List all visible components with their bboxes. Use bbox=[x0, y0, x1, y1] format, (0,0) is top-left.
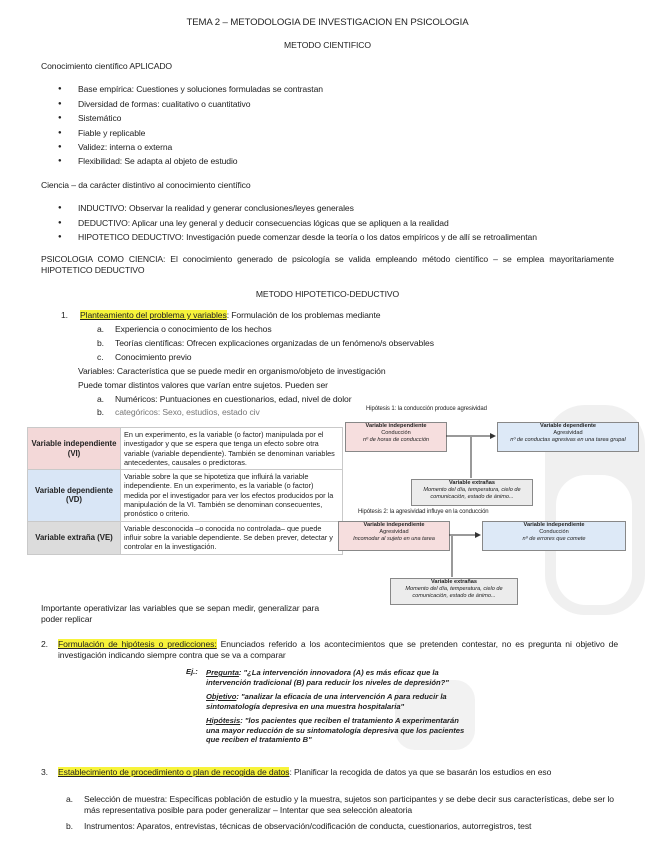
sub-item: Conocimiento previo bbox=[115, 352, 192, 362]
instruments: Instrumentos: Aparatos, entrevistas, técnicas de observación/codificación de conducta, cuestionarios, autorregistros, test bbox=[84, 821, 532, 831]
step3-number: 3. bbox=[41, 767, 48, 777]
list-item: ● INDUCTIVO: Observar la realidad y generar conclusiones/leyes generales bbox=[78, 203, 354, 214]
step3-paragraph bbox=[58, 767, 618, 778]
step2-text: Enunciados referido a los acontecimientos que se pretenden contestar, no es pregunta ni objetivo de investigación indicando siempre contra que se va a comparar bbox=[58, 639, 618, 660]
document-subtitle: METODO CIENTIFICO bbox=[284, 40, 371, 50]
step2-number: 2. bbox=[41, 639, 48, 649]
section1-heading: Conocimiento científico APLICADO bbox=[41, 61, 173, 71]
table-cell: Variable desconocida –o conocida no controlada– que puede influir sobre la variable dependiente. Se deben prever, detectar y controlar en la investigación. bbox=[121, 521, 343, 554]
sub-letter: a. bbox=[66, 794, 73, 804]
hypothesis2-title: Hipótesis 2: la agresividad influye en la conducción bbox=[358, 509, 489, 515]
table-header-cell: Variable independiente (VI) bbox=[28, 428, 121, 470]
list-item: ● HIPOTETICO DEDUCTIVO: Investigación puede comenzar desde la teoría o los datos empíricos y de allí se retroalimentan bbox=[78, 232, 537, 243]
step2-paragraph bbox=[58, 639, 618, 661]
sub-letter: a. bbox=[97, 324, 104, 334]
h2-independent-box: Variable independiente Agresividad Incomodar al sujeto en una tarea bbox=[338, 521, 450, 551]
hypothesis1-title: Hipótesis 1: la conducción produce agresividad bbox=[366, 406, 487, 412]
sub-item: categóricos: Sexo, estudios, estado civ bbox=[115, 407, 260, 417]
step3-label: Establecimiento de procedimiento o plan de recogida de datos bbox=[58, 767, 290, 777]
table-cell: Variable sobre la que se hipotetiza que influirá la variable independiente. En un experimento, es la variable (o factor) medida por el investigador para ver los efectos producidos por la manipulación de la VI. También se denominan consecuentes, pronóstico o criterio. bbox=[121, 470, 343, 521]
sub-item: Experiencia o conocimiento de los hechos bbox=[115, 324, 272, 334]
sub-letter: c. bbox=[97, 352, 104, 362]
document-title: TEMA 2 – METODOLOGIA DE INVESTIGACION EN PSICOLOGIA bbox=[186, 17, 469, 28]
sub-letter: b. bbox=[97, 407, 104, 417]
section2-heading: Ciencia – da carácter distintivo al conocimiento científico bbox=[41, 180, 251, 190]
h1-extraneous-box: Variable extrañas Momento del día, temperatura, cielo de comunicación, estado de ánimo... bbox=[411, 479, 533, 506]
step1-text: : Formulación de los problemas mediante bbox=[226, 310, 381, 320]
list-item: ● Base empírica: Cuestiones y soluciones formuladas se contrastan bbox=[78, 84, 323, 95]
h2-extraneous-box: Variable extrañas Momento del día, temperatura, cielo de comunicación, estado de ánimo... bbox=[390, 578, 518, 605]
list-item: ● Flexibilidad: Se adapta al objeto de estudio bbox=[78, 156, 237, 167]
list-item: ● DEDUCTIVO: Aplicar una ley general y deducir consecuencias lógicas que se apliquen a la realidad bbox=[78, 218, 449, 229]
example-question: Pregunta: "¿La intervención innovadora (A) es más eficaz que la intervención tradicional (B) para reducir los niveles de depresión?" bbox=[206, 668, 449, 687]
sub-item: Teorías científicas: Ofrecen explicaciones organizadas de un fenómeno/s observables bbox=[115, 338, 434, 348]
metodo-title: METODO HIPOTETICO-DEDUCTIVO bbox=[255, 289, 400, 299]
table-cell: En un experimento, es la variable (o factor) manipulada por el investigador y que se espera que tenga un efecto sobre otra variable (variable dependiente). También se denominan variables antecedentes, causales o predictoras. bbox=[121, 428, 343, 470]
sub-letter: b. bbox=[97, 338, 104, 348]
list-item: ● Diversidad de formas: cualitativo o cuantitativo bbox=[78, 99, 250, 110]
list-item: ● Sistemático bbox=[78, 113, 121, 124]
h1-independent-box: Variable independiente Conducción nº de horas de conducción bbox=[345, 422, 447, 452]
list-item: ● Validez: interna o externa bbox=[78, 142, 172, 153]
sub-item: Numéricos: Puntuaciones en cuestionarios, edad, nivel de dolor bbox=[115, 394, 352, 404]
sub-letter: b. bbox=[66, 821, 73, 831]
sample-selection: Selección de muestra: Específicas población de estudio y la muestra, sujetos son participantes y se debe decir sus características, debe ser lo más representativa posible para poder generalizar – Intentar que sea selección aleatoria bbox=[84, 794, 614, 815]
step1-number: 1. bbox=[61, 310, 68, 320]
h2-dependent-box: Variable independiente Conducción nº de errores que comete bbox=[482, 521, 626, 551]
variables-values: Puede tomar distintos valores que varían entre sujetos. Pueden ser bbox=[78, 380, 328, 390]
example-hypothesis: Hipótesis: "los pacientes que reciben el tratamiento A experimentarán una mayor reducción de su sintomatología depresiva que los pacientes que reciben el tratamiento B" bbox=[206, 716, 465, 744]
table-header-cell: Variable dependiente (VD) bbox=[28, 470, 121, 521]
sub-letter: a. bbox=[97, 394, 104, 404]
h1-dependent-box: Variable dependiente Agresividad nº de conductas agresivas en una tarea grupal bbox=[497, 422, 639, 452]
example-objective: Objetivo: "analizar la eficacia de una intervención A para reducir la sintomatología depresiva en una muestra hospitalaria" bbox=[206, 692, 447, 711]
example-label: Ej.: bbox=[186, 667, 198, 676]
table-header-cell: Variable extraña (VE) bbox=[28, 521, 121, 554]
step2-label: Formulación de hipótesis o predicciones: bbox=[58, 639, 217, 649]
step3-text: : Planificar la recogida de datos ya que se basarán los estudios en eso bbox=[289, 767, 552, 777]
variables-definition: Variables: Característica que se puede medir en organismo/objeto de investigación bbox=[78, 366, 386, 376]
step1-label: Planteamiento del problema y variables bbox=[80, 310, 227, 320]
list-item: ● Fiable y replicable bbox=[78, 128, 145, 139]
importante-note: Importante operativizar las variables que se sepan medir, generalizar para poder replicar bbox=[41, 603, 319, 624]
psicologia-paragraph: PSICOLOGIA COMO CIENCIA: El conocimiento generado de psicología se valida empleando método científico – se emplea mayoritariamente HIPOTETICO DEDUCTIVO bbox=[41, 254, 614, 275]
